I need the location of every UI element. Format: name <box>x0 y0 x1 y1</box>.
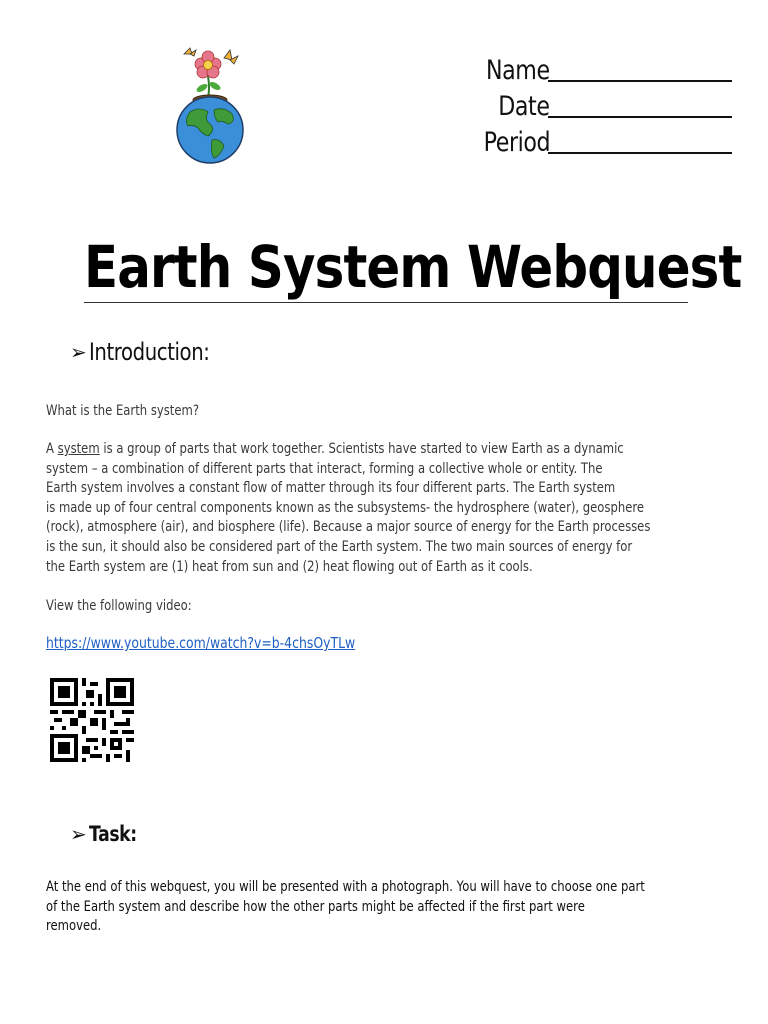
intro-line-post: is a group of parts that work together. Scientists have started to view Earth as a dynamic <box>99 441 624 457</box>
intro-line-pre: A <box>46 441 58 457</box>
task-heading <box>70 822 147 846</box>
qr-code-icon[interactable] <box>50 678 134 762</box>
intro-question-text: What is the Earth system? <box>46 403 200 419</box>
page-title <box>84 232 742 303</box>
student-info-fields <box>462 50 732 158</box>
earth-flower-logo <box>170 42 252 164</box>
date-field[interactable] <box>462 86 732 122</box>
page-title-text: Earth System Webquest <box>84 233 742 301</box>
arrow-bullet-icon: ➢ <box>70 822 87 846</box>
system-term: system <box>57 441 100 457</box>
date-label: Date <box>498 91 550 122</box>
task-paragraph <box>46 878 727 937</box>
period-label: Period <box>483 127 550 158</box>
task-line: removed. <box>46 918 102 935</box>
intro-line: Earth system involves a constant flow of matter through its four different parts. The Earth system <box>46 480 616 497</box>
task-heading-text: Task: <box>88 822 137 846</box>
introduction-heading <box>70 338 236 366</box>
date-blank-line[interactable] <box>548 90 732 118</box>
intro-line <box>46 440 727 460</box>
task-line: At the end of this webquest, you will be presented with a photograph. You will have to choose one part <box>46 879 645 895</box>
task-line: of the Earth system and describe how the other parts might be affected if the first part were <box>46 898 585 915</box>
intro-line: is made up of four central components known as the subsystems- the hydrosphere (water), geosphere <box>46 499 645 516</box>
name-blank-line[interactable] <box>548 54 732 82</box>
intro-line: system – a combination of different parts that interact, forming a collective whole or entity. The <box>46 460 603 477</box>
flower-icon <box>195 51 221 78</box>
name-label: Name <box>486 55 550 86</box>
view-video-prompt-text: View the following video: <box>46 598 192 614</box>
youtube-video-link[interactable]: https://www.youtube.com/watch?v=b-4chsOyTLw <box>46 634 356 652</box>
intro-line: (rock), atmosphere (air), and biosphere (life). Because a major source of energy for the Earth processes <box>46 519 651 536</box>
intro-line: the Earth system are (1) heat from sun and (2) heat flowing out of Earth as it cools. <box>46 558 533 575</box>
period-field[interactable] <box>462 122 732 158</box>
intro-paragraph <box>46 440 727 577</box>
intro-line: is the sun, it should also be considered part of the Earth system. The two main sources of energy for <box>46 538 633 555</box>
butterfly-icon <box>184 48 196 56</box>
butterfly-icon <box>224 50 238 64</box>
intro-question <box>46 402 727 422</box>
period-blank-line[interactable] <box>548 126 732 154</box>
arrow-bullet-icon: ➢ <box>70 340 87 364</box>
introduction-heading-text: Introduction: <box>88 338 210 366</box>
globe-icon <box>177 97 243 163</box>
view-video-prompt <box>46 597 727 617</box>
name-field[interactable] <box>462 50 732 86</box>
